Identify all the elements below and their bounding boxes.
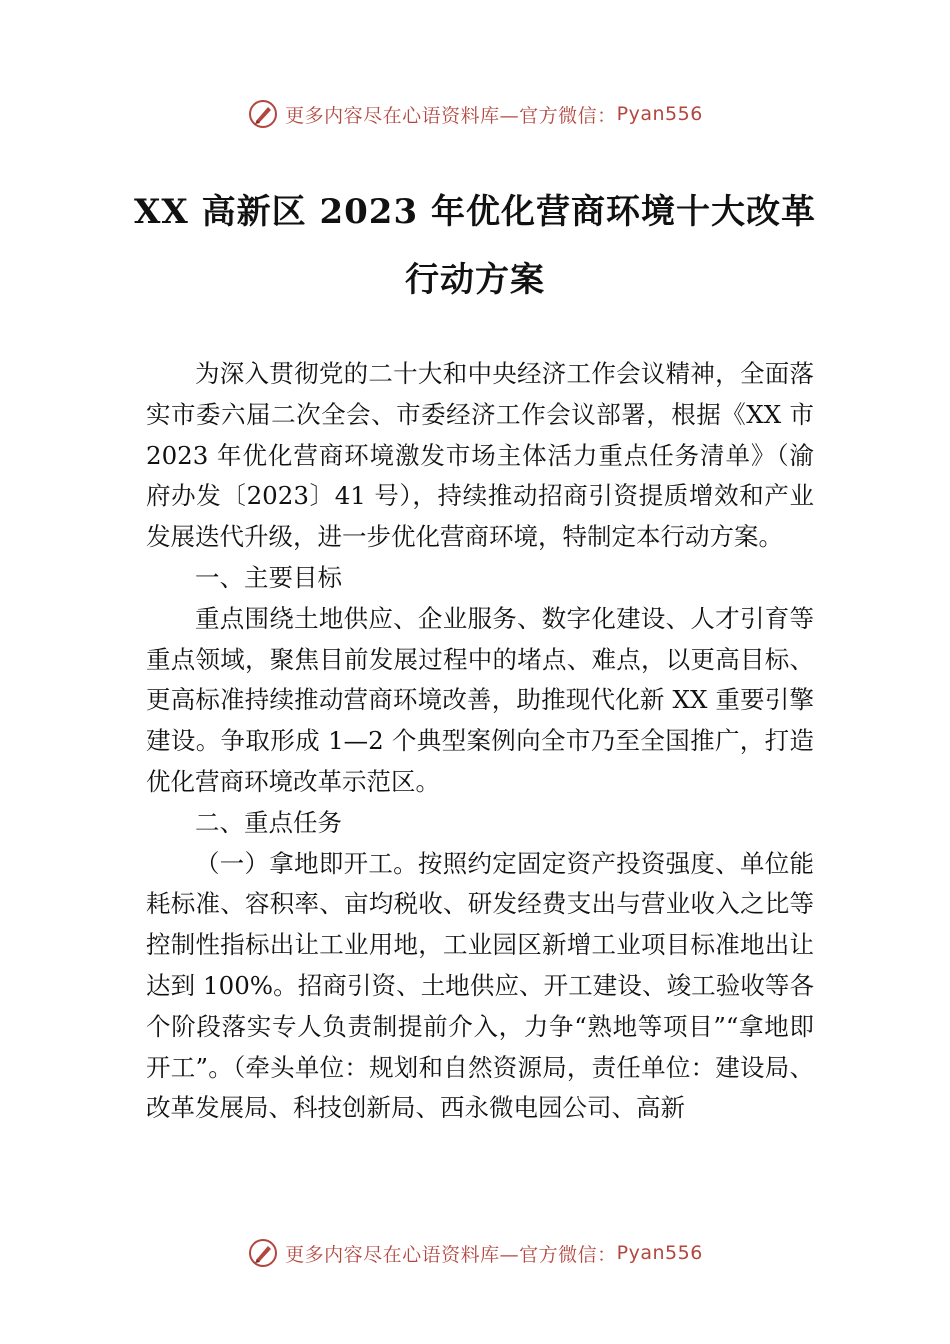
watermark-contact: Pyan556	[616, 103, 703, 125]
document-title	[100, 178, 850, 314]
pen-seal-icon	[247, 98, 279, 130]
title-line-2: 行动方案	[405, 260, 545, 300]
title-line-1: XX 高新区 2023 年优化营商环境十大改革	[134, 192, 816, 232]
pen-seal-icon	[247, 1237, 279, 1269]
watermark-text: 更多内容尽在心语资料库—官方微信：	[285, 1243, 617, 1266]
goals-paragraph: 重点围绕土地供应、企业服务、数字化建设、人才引育等重点领域，聚焦目前发展过程中的堵点、难点，以更高目标、更高标准持续推动营商环境改善，助推现代化新 XX 重要引擎建设。争取形成 1—2 个典型案例向全市乃至全国推广，打造优化营商环境改革示范区。	[146, 603, 814, 796]
section-heading-tasks: 二、重点任务	[195, 807, 342, 837]
document-body	[146, 354, 814, 1129]
watermark-text: 更多内容尽在心语资料库—官方微信：	[285, 104, 617, 127]
watermark-contact: Pyan556	[616, 1242, 703, 1264]
task-1-paragraph: （一）拿地即开工。按照约定固定资产投资强度、单位能耗标准、容积率、亩均税收、研发经费支出与营业收入之比等控制性指标出让工业用地，工业园区新增工业项目标准地出让达到 100%。招商引资、土地供应、开工建设、竣工验收等各个阶段落实专人负责制提前介入，力争“熟地等项目”“拿地即开工”。（牵头单位：规划和自然资源局，责任单位：建设局、改革发展局、科技创新局、西永微电园公司、高新	[146, 848, 814, 1123]
watermark-footer	[0, 1233, 950, 1273]
watermark-header	[0, 94, 950, 134]
section-heading-goals: 一、主要目标	[195, 562, 342, 592]
intro-paragraph: 为深入贯彻党的二十大和中央经济工作会议精神，全面落实市委六届二次全会、市委经济工作会议部署，根据《XX 市 2023 年优化营商环境激发市场主体活力重点任务清单》（渝府办发〔2023〕41 号），持续推动招商引资提质增效和产业发展迭代升级，进一步优化营商环境，特制定本行动方案。	[146, 359, 814, 552]
